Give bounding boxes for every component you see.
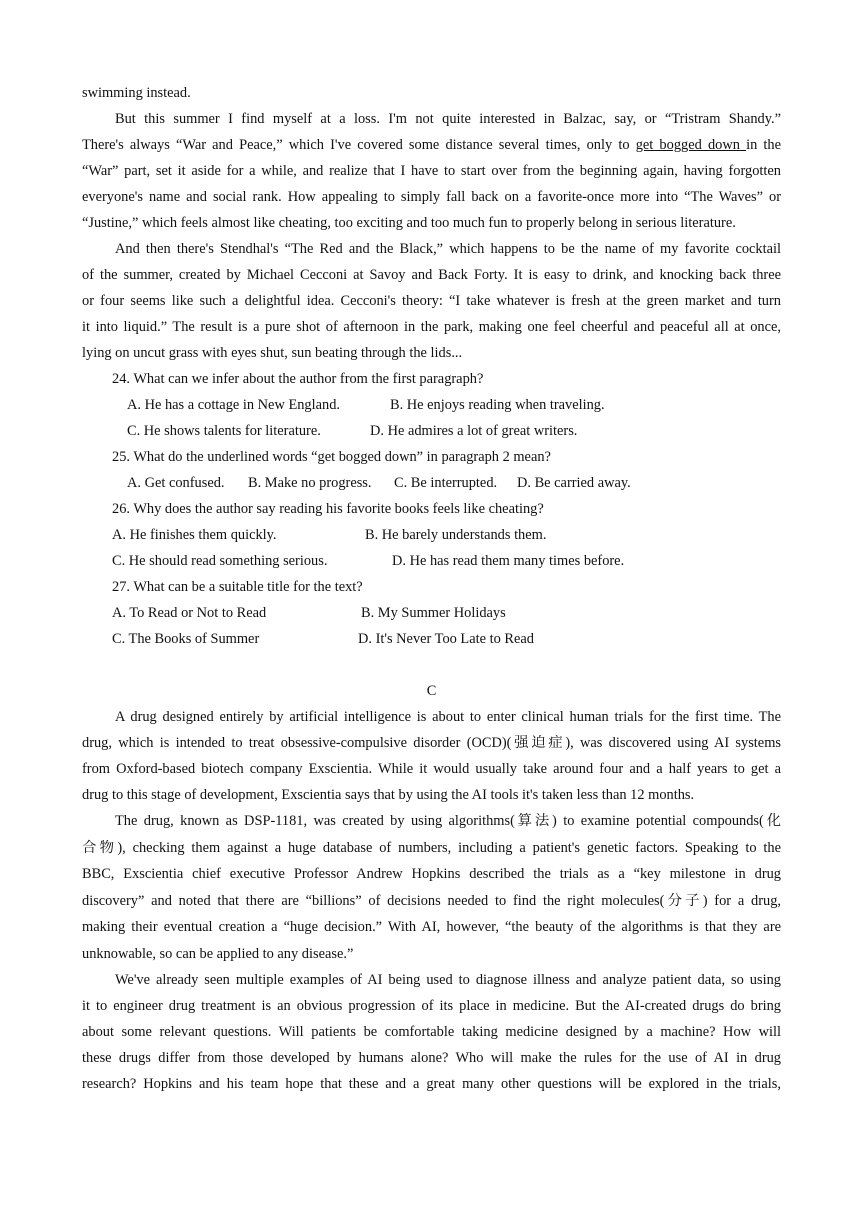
passage-c-line: it to engineer drug treatment is an obvious progression of its place in medicine. But the AI-created drugs do bring xyxy=(82,998,781,1014)
option-row xyxy=(82,626,781,652)
option: D. Be carried away. xyxy=(517,475,631,491)
text-run: in the xyxy=(746,137,781,153)
option-row xyxy=(82,470,781,496)
option: D. He admires a lot of great writers. xyxy=(370,423,578,439)
passage-c-line: discovery” and noted that there are “billions” of decisions needed to find the right molecules(分子) for a drug, xyxy=(82,892,781,909)
text-run: There's always “War and Peace,” which I've covered some distance several times, only to xyxy=(82,137,636,153)
option-row xyxy=(82,600,781,626)
passage-b-line: And then there's Stendhal's “The Red and the Black,” which happens to be the name of my favorite cocktail xyxy=(115,241,781,257)
passage-b-line: or four seems like such a delightful idea. Cecconi's theory: “I take whatever is fresh at the green market and turn xyxy=(82,293,781,309)
spacer xyxy=(82,652,781,678)
passage-c-line: unknowable, so can be applied to any disease.” xyxy=(82,945,354,962)
underlined-phrase: get bogged down xyxy=(635,137,747,153)
question-stem: 27. What can be a suitable title for the text? xyxy=(112,579,363,595)
section-heading: C xyxy=(426,683,437,699)
passage-b-line: “War” part, set it aside for a while, and realize that I have to start over from the beginning again, having forgotten xyxy=(82,163,781,179)
passage-c-line: these drugs differ from those developed by humans alone? Who will make the rules for the use of AI in drug xyxy=(82,1050,781,1066)
option-row xyxy=(82,418,781,444)
option: C. He shows talents for literature. xyxy=(127,423,321,439)
passage-c-line: research? Hopkins and his team hope that these and a great many other questions will be explored in the trials, xyxy=(82,1076,781,1092)
option: A. To Read or Not to Read xyxy=(112,605,267,621)
question-stem: 25. What do the underlined words “get bogged down” in paragraph 2 mean? xyxy=(112,449,551,465)
passage-b-line: of the summer, created by Michael Cecconi at Savoy and Back Forty. It is easy to drink, and knocking back three xyxy=(82,267,781,283)
option: A. Get confused. xyxy=(127,475,225,491)
passage-c-line: making their eventual creation a “huge decision.” With AI, however, “the beauty of the algorithms is that they are xyxy=(82,919,781,935)
passage-c-line: drug to this stage of development, Exscientia says that by using the AI tools it's taken less than 12 months. xyxy=(82,787,695,803)
option: B. He barely understands them. xyxy=(365,527,547,543)
passage-b-line: swimming instead. xyxy=(82,85,191,101)
passage-b-line: “Justine,” which feels almost like cheating, too exciting and too much fun to properly belong in serious literature. xyxy=(82,215,736,231)
exam-page xyxy=(82,80,781,1097)
passage-c-line: from Oxford-based biotech company Exscientia. While it would usually take around four and a half years to get a xyxy=(82,761,781,777)
option: B. Make no progress. xyxy=(248,475,372,491)
option: C. The Books of Summer xyxy=(112,631,260,647)
passage-c-line: 合物), checking them against a huge database of numbers, including a patient's genetic factors. Speaking to the xyxy=(82,839,781,856)
option-row xyxy=(82,392,781,418)
passage-b-line: it into liquid.” The result is a pure shot of afternoon in the park, making one feel cheerful and peaceful all at once, xyxy=(82,319,781,335)
option: C. He should read something serious. xyxy=(112,553,328,569)
passage-c-line: drug, which is intended to treat obsessive-compulsive disorder (OCD)(强迫症), was discovered using AI systems xyxy=(82,735,781,751)
passage-c-line: A drug designed entirely by artificial intelligence is about to enter clinical human trials for the first time. The xyxy=(115,709,781,725)
option: A. He finishes them quickly. xyxy=(112,527,277,543)
option: D. It's Never Too Late to Read xyxy=(358,631,534,647)
option: B. He enjoys reading when traveling. xyxy=(390,397,605,413)
passage-c-line: about some relevant questions. Will patients be comfortable taking medicine designed by a machine? How will xyxy=(82,1024,781,1040)
option: D. He has read them many times before. xyxy=(392,553,625,569)
passage-b-line xyxy=(82,132,781,158)
question-stem: 26. Why does the author say reading his favorite books feels like cheating? xyxy=(112,501,544,517)
option-row xyxy=(82,522,781,548)
passage-c-line: We've already seen multiple examples of AI being used to diagnose illness and analyze patient data, so using xyxy=(115,972,781,988)
option: A. He has a cottage in New England. xyxy=(127,397,340,413)
passage-c-line: The drug, known as DSP-1181, was created by using algorithms(算法) to examine potential compounds(化 xyxy=(115,813,781,829)
option: B. My Summer Holidays xyxy=(361,605,506,621)
passage-b-line: everyone's name and social rank. How appealing to simply fall back on a favorite-once more into “The Waves” or xyxy=(82,189,781,205)
passage-b-line: But this summer I find myself at a loss. I'm not quite interested in Balzac, say, or “Tristram Shandy.” xyxy=(115,111,781,127)
question-stem: 24. What can we infer about the author from the first paragraph? xyxy=(112,371,484,387)
option: C. Be interrupted. xyxy=(394,475,498,491)
passage-b-line: lying on uncut grass with eyes shut, sun beating through the lids... xyxy=(82,345,463,361)
option-row xyxy=(82,548,781,574)
passage-c-line: BBC, Exscientia chief executive Professor Andrew Hopkins described the trials as a “key milestone in drug xyxy=(82,866,781,882)
